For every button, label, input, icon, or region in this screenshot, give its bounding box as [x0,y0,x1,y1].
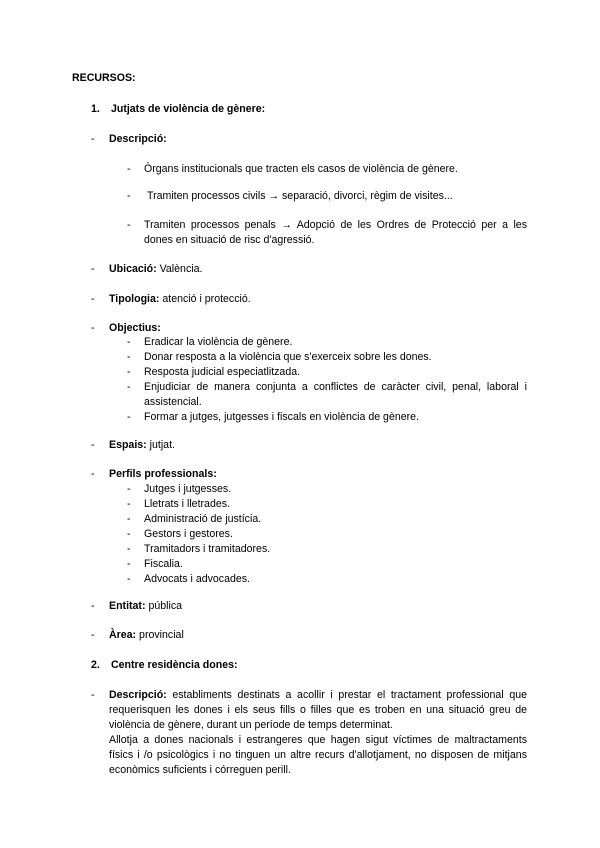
list-item: - Advocats i advocades. [127,573,250,585]
perfils-label: Perfils professionals: [109,468,217,480]
dash-bullet: - [91,439,95,451]
dash-bullet: - [91,468,95,480]
dash-bullet: - [91,133,95,145]
list-item: - Jutges i jutgesses. [127,483,232,495]
list-item: - Donar resposta a la violència que s'exerceix sobre les dones. [127,351,432,363]
descripcio-item [127,162,527,177]
entitat-value: pública [148,600,183,612]
descripcio-item-text: Tramiten processos civils → separació, divorci, règim de visites... [147,190,453,202]
page-title: RECURSOS: [72,72,136,84]
list-item: - Resposta judicial especiatlitzada. [127,366,301,378]
list-item: - Gestors i gestores. [127,528,233,540]
objectius-list [127,335,527,425]
list-item: - Fiscalia. [127,558,183,570]
list-item: - Enjudiciar de manera conjunta a conflictes de caràcter civil, penal, laboral i assistencial. [127,381,527,408]
descripcio-item [127,189,527,204]
descripcio-item-text: Tramiten processos penals → Adopció de les Ordres de Protecció per a les dones en situació de risc d'agressió. [144,219,527,246]
descripcio-item [127,218,527,248]
dash-bullet: - [127,163,131,175]
dash-bullet: - [91,600,95,612]
perfils-row [91,467,527,482]
area-row [91,628,527,643]
section-1-title: Jutjats de violència de gènere: [110,103,266,115]
area-value: provincial [139,629,184,641]
espais-value: jutjat. [149,439,175,451]
descripcio-row [91,132,527,147]
dash-bullet: - [91,293,95,305]
objectius-row [91,321,527,336]
descripcio-item-text: Òrgans institucionals que tracten els casos de violència de gènere. [144,163,458,175]
dash-bullet: - [91,322,95,334]
entitat-row [91,599,527,614]
dash-bullet: - [127,190,131,202]
descripcio-label: Descripció: [109,133,167,145]
tipologia-value: atenció i protecció. [162,293,251,305]
section-1-heading [91,102,265,117]
area-label: Àrea: [109,629,137,641]
list-item: - Tramitadors i tramitadores. [127,543,271,555]
list-item: - Formar a jutges, jutgesses i fiscals en violència de gènere. [127,411,419,423]
tipologia-row [91,292,527,307]
espais-row [91,438,527,453]
descripcio-2-text-2: Allotja a dones nacionals i estrangeres que hagen sigut víctimes de maltractaments físics i /o psicològics i no tinguen un altre recurs d'allotjament, no disposen de mitjans econòmics suficients i córreguen perill. [109,734,527,776]
objectius-label: Objectius: [109,322,161,334]
list-item: - Lletrats i lletrades. [127,498,230,510]
descripcio-2-row [91,688,527,778]
section-2-number: 2. [91,659,100,671]
section-2-title: Centre residència dones: [110,659,238,671]
espais-label: Espais: [109,439,147,451]
tipologia-label: Tipologia: [109,293,160,305]
perfils-list [127,482,527,587]
list-item: - Eradicar la violència de gènere. [127,336,293,348]
ubicacio-row [91,262,527,277]
ubicacio-label: Ubicació: [109,263,157,275]
descripcio-2-label: Descripció: [109,689,167,701]
dash-bullet: - [91,689,95,701]
section-2-heading [91,658,238,673]
section-1-number: 1. [91,103,100,115]
ubicacio-value: València. [159,263,203,275]
dash-bullet: - [127,219,131,231]
list-item: - Administració de justícia. [127,513,262,525]
dash-bullet: - [91,629,95,641]
entitat-label: Entitat: [109,600,146,612]
dash-bullet: - [91,263,95,275]
descripcio-2-text: establiments destinats a acollir i prestar el tractament professional que requerisquen les dones i els seus fills o filles que es troben en una situació greu de violència de gènere, durant un període de temps determinat. [109,689,527,731]
